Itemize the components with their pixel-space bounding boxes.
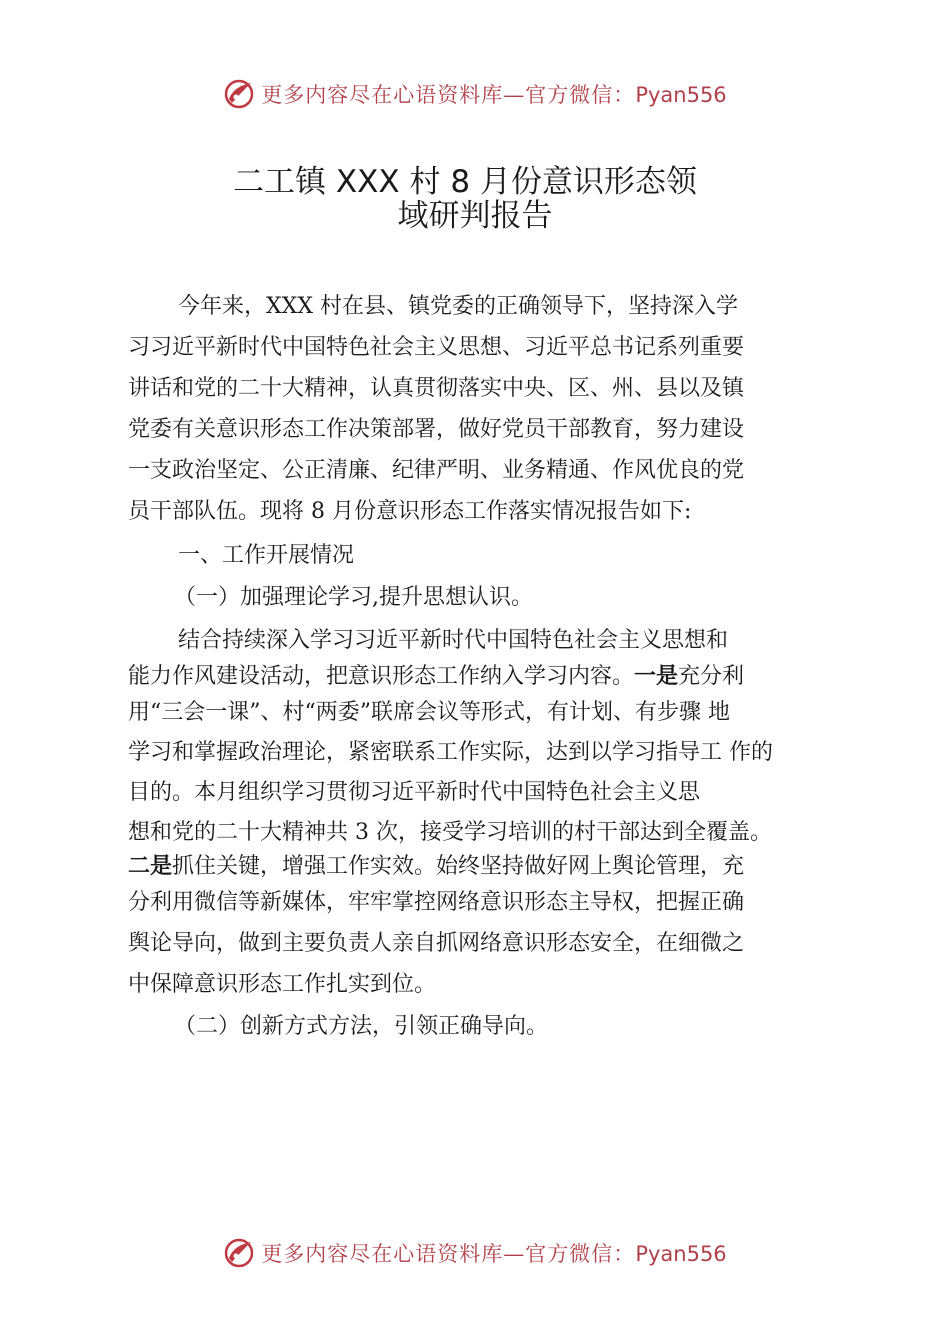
paragraph-line: 二是抓住关键，增强工作实效。始终坚持做好网上舆论管理，充 [128, 854, 745, 879]
paragraph-line: 中保障意识形态工作扎实到位。 [128, 972, 437, 997]
paragraph-line: 习习近平新时代中国特色社会主义思想、习近平总书记系列重要 [128, 335, 745, 360]
emphasis-text: 一是 [634, 664, 679, 689]
paragraph-line: 员干部队伍。现将 8 月份意识形态工作落实情况报告如下: [128, 499, 692, 524]
footer-watermark [0, 1233, 950, 1273]
paragraph-line: 舆论导向，做到主要负责人亲自抓网络意识形态安全，在细微之 [128, 931, 745, 956]
document-title-line-2: 域研判报告 [397, 198, 553, 234]
paragraph-line: 分利用微信等新媒体，牢牢掌控网络意识形态主导权，把握正确 [128, 890, 745, 915]
section-heading: 一、工作开展情况 [178, 543, 355, 568]
paragraph-line: 用“三会一课”、村“两委”联席会议等形式，有计划、有步骤 地 [128, 700, 730, 725]
pen-logo-icon [223, 77, 255, 111]
header-watermark [0, 74, 950, 114]
paragraph-line: 能力作风建设活动，把意识形态工作纳入学习内容。一是充分利 [128, 664, 745, 689]
paragraph-line: 目的。本月组织学习贯彻习近平新时代中国特色社会主义思 [128, 780, 701, 805]
paragraph-line: 今年来，XXX 村在县、镇党委的正确领导下，坚持深入学 [178, 294, 738, 319]
paragraph-line: 一支政治坚定、公正清廉、纪律严明、业务精通、作风优良的党 [128, 458, 745, 483]
paragraph-line: 讲话和党的二十大精神，认真贯彻落实中央、区、州、县以及镇 [128, 376, 745, 401]
paragraph-line: 党委有关意识形态工作决策部署，做好党员干部教育，努力建设 [128, 417, 745, 442]
pen-logo-icon [223, 1236, 255, 1270]
paragraph-line: 学习和掌握政治理论，紧密联系工作实际，达到以学习指导工 作的 [128, 740, 773, 765]
subsection-heading: （一）加强理论学习,提升思想认识。 [174, 585, 533, 610]
watermark-text: 更多内容尽在心语资料库—官方微信：Pyan556 [261, 1242, 727, 1266]
subsection-heading: （二）创新方式方法，引领正确导向。 [174, 1014, 549, 1039]
emphasis-text: 二是 [128, 854, 173, 879]
paragraph-line: 想和党的二十大精神共 3 次，接受学习培训的村干部达到全覆盖。 [128, 820, 772, 845]
paragraph-line: 结合持续深入学习习近平新时代中国特色社会主义思想和 [178, 628, 729, 653]
document-title-line-1: 二工镇 XXX 村 8 月份意识形态领 [233, 164, 697, 200]
watermark-text: 更多内容尽在心语资料库—官方微信：Pyan556 [261, 83, 727, 107]
